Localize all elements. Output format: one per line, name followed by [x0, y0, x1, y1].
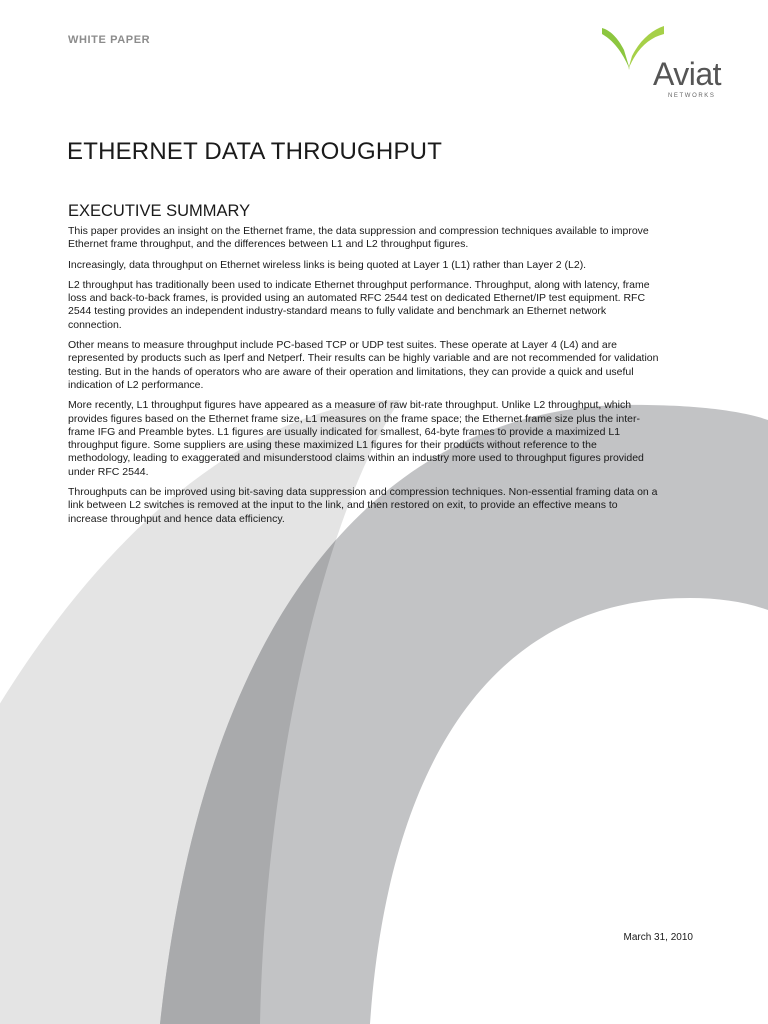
paragraph: More recently, L1 throughput figures have appeared as a measure of raw bit-rate throughput. Unlike L2 throughput, which provides figures based on the Ethernet frame size, L1 measures on the frame space; the Ethernet frame size plus the inter-frame IFG and Preamble bytes. L1 figures are usually indicated for smallest, 64-byte frames to provide a maximized L1 throughput figure. Some suppliers are using these maximized L1 figures for their products without reference to the methodology, leading to exaggerated and misunderstood claims within an industry more used to throughput figures provided under RFC 2544.	[68, 399, 644, 478]
paragraph: Throughputs can be improved using bit-saving data suppression and compression techniques. Non-essential framing data on a link between L2 switches is removed at the input to the link, and then restored on exit, to provide an effective means to increase throughput and hence data efficiency.	[68, 486, 658, 525]
paragraph: This paper provides an insight on the Ethernet frame, the data suppression and compression techniques available to improve Ethernet frame throughput, and the differences between L1 and L2 throughput figures.	[68, 225, 649, 251]
section-heading: EXECUTIVE SUMMARY	[68, 202, 251, 220]
paragraph: Increasingly, data throughput on Ethernet wireless links is being quoted at Layer 1 (L1) rather than Layer 2 (L2).	[68, 258, 587, 271]
paragraph: L2 throughput has traditionally been used to indicate Ethernet throughput performance. Throughput, along with latency, frame loss and back-to-back frames, is provided using an automated RFC 2544 test on dedicated Ethernet/IP test equipment. RFC 2544 testing provides an independent industry-standard means to fully validate and benchmark an Ethernet network connection.	[68, 278, 650, 331]
publication-date: March 31, 2010	[623, 932, 693, 943]
document-title: ETHERNET DATA THROUGHPUT	[67, 138, 443, 165]
logo-wordmark: Aviat	[653, 56, 722, 92]
logo-subtitle: NETWORKS	[668, 93, 716, 99]
paragraph: Other means to measure throughput include PC-based TCP or UDP test suites. These operate at Layer 4 (L4) and are represented by products such as Iperf and Netperf. Their results can be highly variable and are not recommended for validation testing. But in the hands of operators who are aware of their operation and limitations, they can provide a quick and useful indication of L2 performance.	[68, 339, 659, 391]
executive-summary-section	[68, 202, 660, 533]
aviat-logo	[596, 24, 736, 104]
document-type-label: WHITE PAPER	[68, 34, 151, 46]
